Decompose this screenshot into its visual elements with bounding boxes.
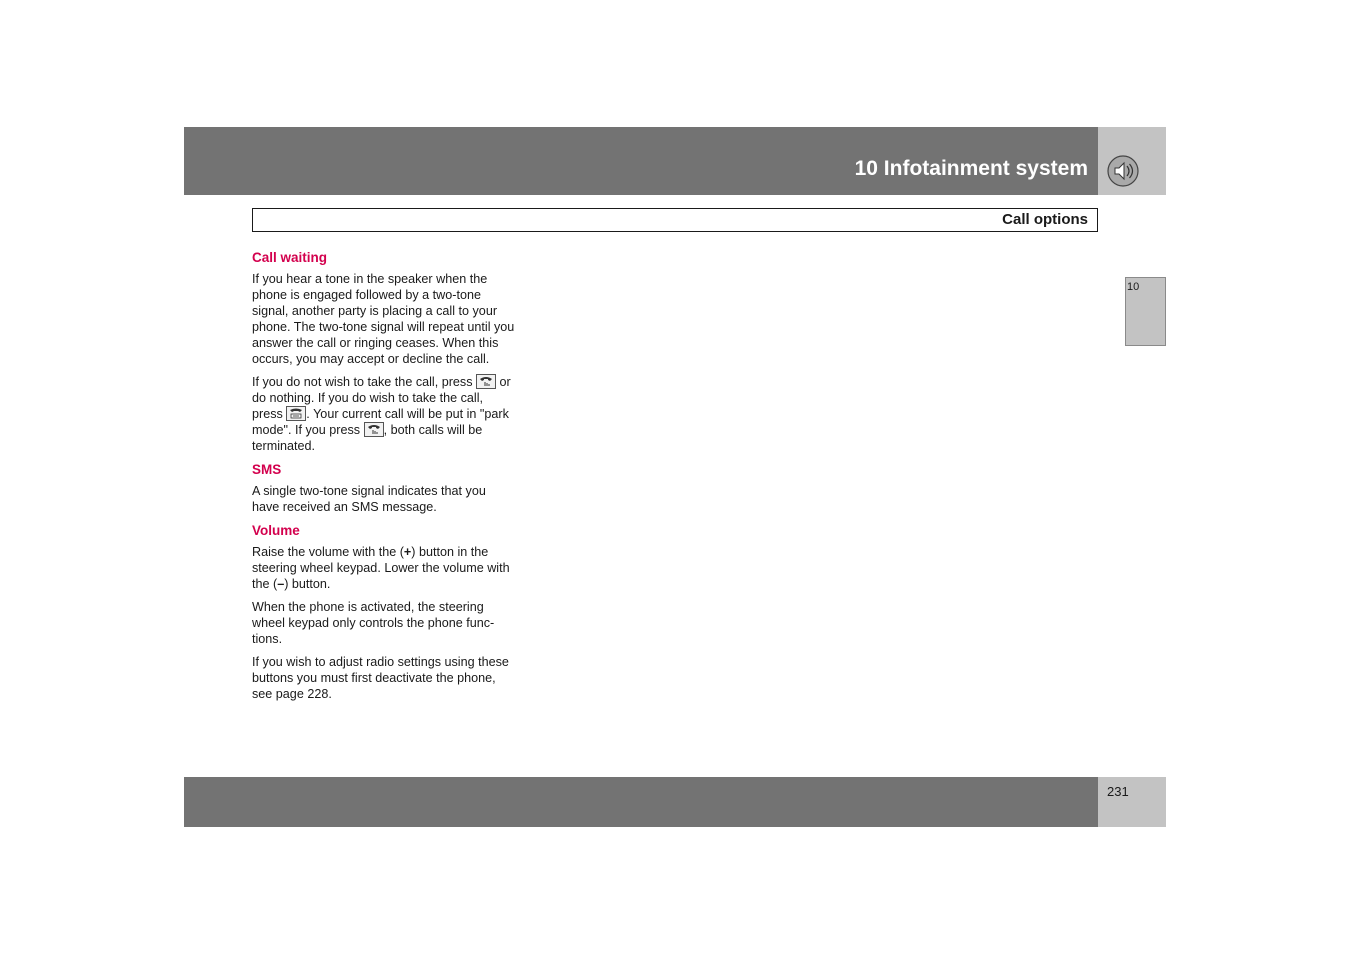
speaker-icon: [1106, 154, 1140, 188]
text-fragment: or do nothing. If you do wish to take the call, press: [252, 375, 511, 421]
text-fragment: ) button in the steering wheel keypad. Lower the volume with the (: [252, 545, 510, 591]
chapter-header-bar: [184, 127, 1098, 195]
end-call-button-icon: [476, 374, 496, 389]
paragraph-sms: A single two-tone signal indicates that you have received an SMS message.: [252, 484, 486, 514]
main-content: [252, 249, 516, 709]
text-fragment: , both calls will be terminated.: [252, 423, 483, 453]
paragraph-volume-radio: If you wish to adjust radio settings using these buttons you must first deactivate the phone, see page 228.: [252, 655, 509, 701]
text-fragment: If you do not wish to take the call, press: [252, 375, 473, 389]
chapter-tab: [1125, 277, 1166, 346]
text-fragment: Raise the volume with the (: [252, 545, 404, 559]
chapter-title: 10 Infotainment system: [854, 157, 1088, 180]
text-fragment: ) button.: [284, 577, 331, 591]
chapter-icon-box: [1098, 127, 1166, 195]
chapter-tab-label: 10: [1127, 281, 1140, 293]
page-number: 231: [1107, 784, 1129, 799]
heading-sms: SMS: [252, 462, 282, 477]
paragraph-call-waiting-options: [252, 374, 516, 454]
plus-symbol: +: [403, 545, 412, 559]
paragraph-call-waiting-intro: If you hear a tone in the speaker when the phone is engaged followed by a two-tone signal, another party is placing a call to your phone. The two-tone signal will repeat until you answer the call or ringing ceases. When this occurs, you may accept or decline the call.: [252, 272, 515, 366]
section-title-box: [252, 208, 1098, 232]
heading-call-waiting: Call waiting: [252, 250, 328, 265]
paragraph-volume-buttons: [252, 544, 516, 592]
end-call-button-icon: [364, 422, 384, 437]
page-number-box: [1098, 777, 1166, 827]
text-fragment: . Your current call will be put in "park mode". If you press: [252, 407, 509, 437]
footer-bar: [184, 777, 1098, 827]
answer-call-button-icon: [286, 406, 306, 421]
heading-volume: Volume: [252, 523, 300, 538]
paragraph-volume-phone-active: When the phone is activated, the steering wheel keypad only controls the phone func-tions.: [252, 600, 495, 646]
section-title: Call options: [1002, 211, 1088, 228]
minus-symbol: –: [277, 577, 285, 591]
